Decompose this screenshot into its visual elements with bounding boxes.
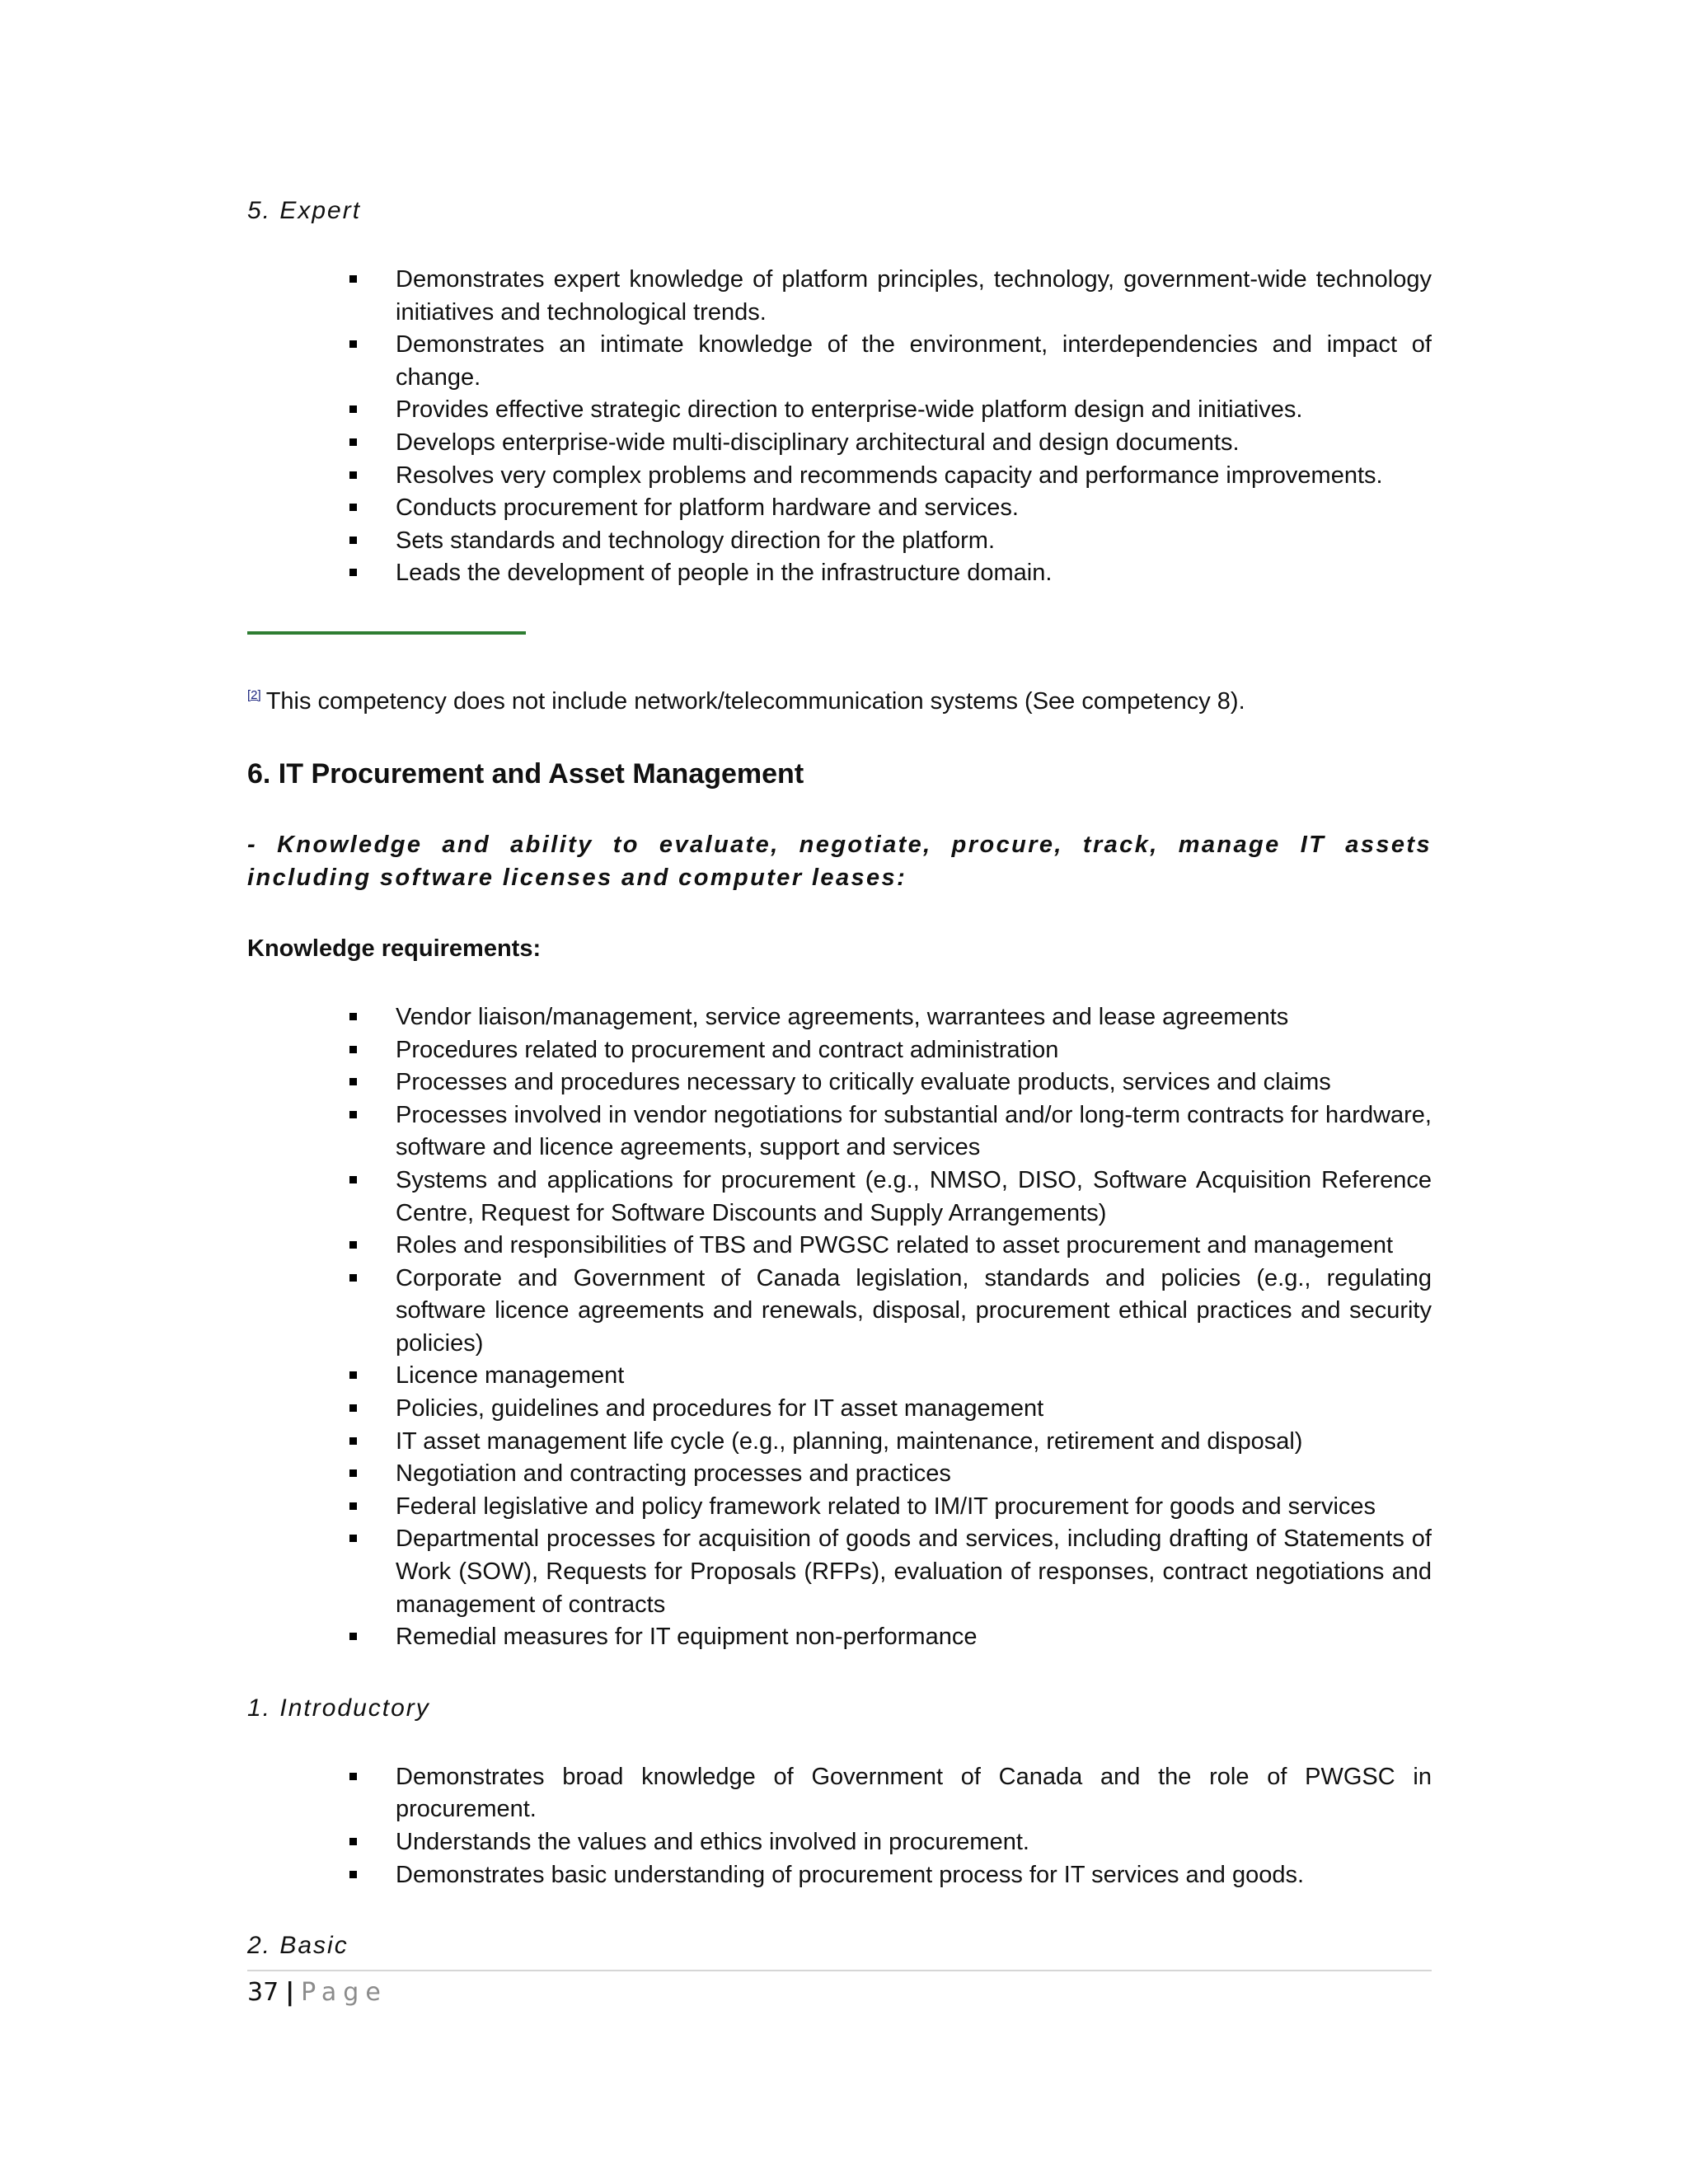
footer-separator: | bbox=[285, 1978, 295, 2007]
expert-bullet-list bbox=[247, 264, 1432, 590]
list-item: Demonstrates expert knowledge of platform principles, technology, government-wide technology initiatives and technological trends. bbox=[247, 264, 1432, 329]
footnote-marker-link[interactable]: [2] bbox=[247, 687, 261, 702]
expert-level-heading: 5. Expert bbox=[247, 197, 362, 224]
list-item: Policies, guidelines and procedures for IT asset management bbox=[247, 1393, 1432, 1426]
knowledge-bullet-list bbox=[247, 1001, 1432, 1654]
list-item: Negotiation and contracting processes and practices bbox=[247, 1458, 1432, 1491]
list-item: Leads the development of people in the infrastructure domain. bbox=[247, 557, 1432, 590]
footnote-divider bbox=[247, 631, 526, 635]
basic-level-heading: 2. Basic bbox=[247, 1932, 349, 1960]
list-item: Conducts procurement for platform hardware and services. bbox=[247, 492, 1432, 525]
introductory-bullet-list bbox=[247, 1761, 1432, 1891]
list-item: Demonstrates basic understanding of procurement process for IT services and goods. bbox=[247, 1859, 1432, 1892]
introductory-level-heading: 1. Introductory bbox=[247, 1694, 430, 1722]
knowledge-requirements-heading: Knowledge requirements: bbox=[247, 935, 542, 962]
list-item: Corporate and Government of Canada legislation, standards and policies (e.g., regulating software licence agreements and renewals, disposal, procurement ethical practices and security policies) bbox=[247, 1263, 1432, 1361]
page-number: 37 bbox=[247, 1978, 279, 2007]
list-item: Understands the values and ethics involved in procurement. bbox=[247, 1826, 1432, 1859]
list-item: Licence management bbox=[247, 1360, 1432, 1393]
list-item: Processes and procedures necessary to critically evaluate products, services and claims bbox=[247, 1066, 1432, 1099]
page-content bbox=[247, 194, 1432, 1962]
list-item: Demonstrates an intimate knowledge of the environment, interdependencies and impact of change. bbox=[247, 329, 1432, 394]
list-item: Demonstrates broad knowledge of Government of Canada and the role of PWGSC in procurement. bbox=[247, 1761, 1432, 1826]
list-item: Departmental processes for acquisition of goods and services, including drafting of Statements of Work (SOW), Requests for Proposals (RFPs), evaluation of responses, contract negotiations and management of contracts bbox=[247, 1523, 1432, 1621]
list-item: IT asset management life cycle (e.g., planning, maintenance, retirement and disposal) bbox=[247, 1426, 1432, 1459]
section-title: 6. IT Procurement and Asset Management bbox=[247, 757, 804, 790]
footnote bbox=[247, 679, 1432, 718]
list-item: Processes involved in vendor negotiations for substantial and/or long-term contracts for hardware, software and licence agreements, support and services bbox=[247, 1099, 1432, 1165]
list-item: Roles and responsibilities of TBS and PWGSC related to asset procurement and management bbox=[247, 1230, 1432, 1263]
page-footer bbox=[247, 1970, 1432, 2009]
footnote-text: This competency does not include network/telecommunication systems (See competency 8). bbox=[265, 687, 1245, 715]
list-item: Sets standards and technology direction for the platform. bbox=[247, 525, 1432, 558]
list-item: Vendor liaison/management, service agreements, warrantees and lease agreements bbox=[247, 1001, 1432, 1034]
list-item: Provides effective strategic direction to enterprise-wide platform design and initiatives. bbox=[247, 394, 1432, 427]
list-item: Develops enterprise-wide multi-disciplinary architectural and design documents. bbox=[247, 427, 1432, 460]
list-item: Resolves very complex problems and recommends capacity and performance improvements. bbox=[247, 460, 1432, 493]
competency-description: - Knowledge and ability to evaluate, negotiate, procure, track, manage IT assets including software licenses and computer leases: bbox=[247, 831, 1432, 891]
list-item: Procedures related to procurement and contract administration bbox=[247, 1034, 1432, 1067]
page-label: Page bbox=[301, 1978, 387, 2007]
list-item: Remedial measures for IT equipment non-performance bbox=[247, 1621, 1432, 1654]
list-item: Systems and applications for procurement (e.g., NMSO, DISO, Software Acquisition Reference Centre, Request for Software Discounts and Supply Arrangements) bbox=[247, 1165, 1432, 1230]
list-item: Federal legislative and policy framework related to IM/IT procurement for goods and services bbox=[247, 1491, 1432, 1524]
